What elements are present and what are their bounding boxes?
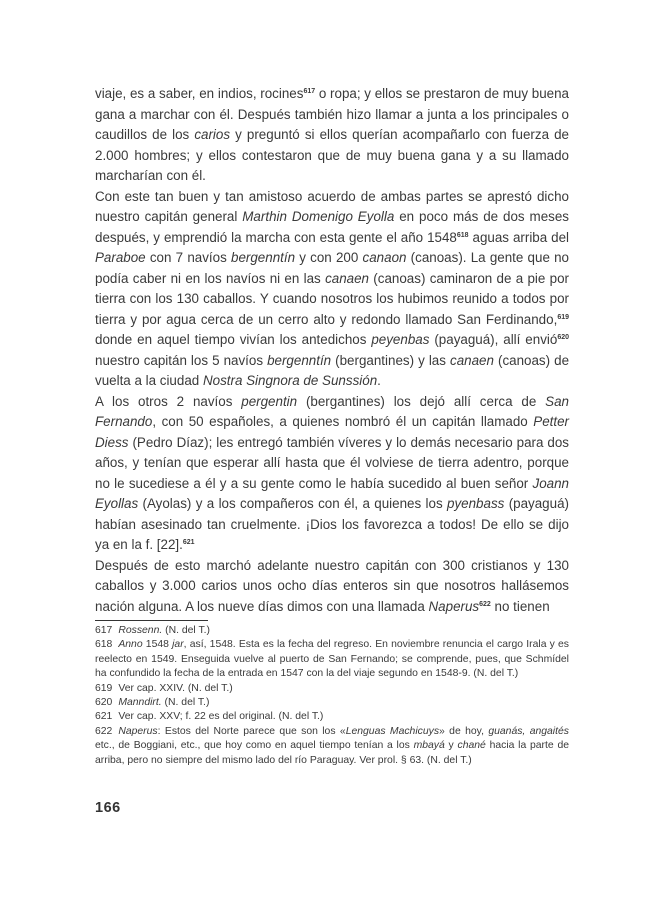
text-run: Después de esto marchó adelante nuestro capitán con 300 cristianos y 130 caballos y 3.000 carios unos ocho días enteros sin que nosotros hallásemos nación alguna. A los nueve días dimos con una llamada (95, 557, 569, 614)
footnote-ref-621[interactable]: 621 (182, 539, 195, 546)
footnote-number: 622 (95, 725, 113, 737)
text-run: (Pedro Díaz); les entregó también víveres y lo demás necesario para dos años, y tenían que esperar allí hasta que él volviese de tierra adentro, porque no le sucediese a él y a su gente como le había sucedido al buen señor (95, 434, 569, 491)
page-number: 166 (95, 800, 121, 816)
text-run: y con 200 (295, 250, 363, 265)
text-run: (N. del T.) (162, 625, 210, 636)
italic-term: chané (457, 740, 486, 752)
text-run: o ropa; y ellos se prestaron de muy buena gana a marchar con él. Después también hizo llamar a junta a los principales o caudillos de los (95, 86, 570, 142)
italic-term: carios (194, 127, 231, 142)
italic-term: bergenntín (267, 352, 332, 368)
text-run: Con este tan buen y tan amistoso acuerdo de ambas partes se aprestó dicho nuestro capitán general (95, 188, 569, 224)
italic-term: canaon (362, 250, 407, 265)
text-run: donde en aquel tiempo vivían los antedichos (95, 332, 372, 347)
footnote-ref-618[interactable]: 618 (456, 231, 469, 239)
footnote-number: 619 (95, 682, 113, 694)
footnote-separator (95, 620, 208, 621)
footnote-number: 618 (95, 639, 113, 651)
italic-term: Naperus (428, 598, 480, 614)
footnote-621 (95, 710, 569, 724)
footnote-number: 621 (95, 711, 113, 723)
italic-term: Lenguas Machicuys (345, 725, 440, 737)
italic-term: Paraboe (95, 250, 146, 265)
paragraph-1 (95, 84, 569, 187)
italic-term: Rossenn. (118, 625, 163, 636)
italic-term: canaen (450, 352, 494, 368)
text-run: y (444, 740, 458, 752)
text-run: , con 50 españoles, a quienes nombró él un capitán llamado (152, 414, 534, 429)
italic-term: mbayá (413, 740, 445, 752)
italic-term: canaen (325, 270, 369, 286)
italic-term: peyenbas (371, 332, 430, 347)
text-run: (Ayolas) y a los compañeros con él, a quienes los (138, 496, 448, 511)
footnote-619 (95, 682, 569, 696)
paragraph-2 (95, 187, 569, 392)
text-run: (payaguá) habían asesinado tan cruelmente. ¡Dios los favorezca a todos! De ello se dijo ya en la f. [22]. (95, 496, 569, 552)
italic-term: Marthin Domenigo Eyolla (242, 209, 395, 224)
italic-term: bergenntín (231, 250, 296, 265)
text-run: (bergantines) los dejó allí cerca de (297, 393, 546, 409)
text-run: (N. del T.) (161, 697, 210, 709)
text-run: Ver cap. XXV; f. 22 es del original. (N. del T.) (118, 711, 324, 723)
footnote-618 (95, 638, 569, 681)
italic-term: Manndirt. (118, 697, 162, 709)
footnote-ref-617[interactable]: 617 (303, 88, 316, 95)
footnote-622 (95, 725, 569, 768)
footnote-ref-620[interactable]: 620 (557, 334, 569, 341)
italic-term: Petter Diess (95, 414, 569, 450)
footnote-ref-622[interactable]: 622 (479, 600, 491, 608)
text-run: no tienen (490, 598, 550, 614)
text-run: hacia la parte de arriba, pero no siempre del mismo lado del río Paraguay. Ver prol. § 63. (N. del T.) (95, 740, 569, 766)
italic-term: pergentin (241, 393, 298, 409)
paragraph-3 (95, 392, 569, 556)
text-run: : Estos del Norte parece que son los « (157, 725, 346, 737)
footnote-number: 620 (95, 697, 113, 709)
italic-term: Naperus (118, 725, 158, 737)
footnotes (95, 624, 569, 768)
paragraph-4 (95, 556, 569, 618)
text-run: (bergantines) y las (331, 352, 450, 368)
text-run: Ver cap. XXIV. (N. del T.) (118, 682, 233, 694)
footnote-number: 617 (95, 625, 113, 636)
main-text (95, 84, 569, 617)
text-run: 1548 (142, 639, 173, 651)
italic-term: San Fernando (95, 393, 569, 429)
text-run: viaje, es a saber, en indios, rocines (95, 86, 304, 101)
footnote-ref-619[interactable]: 619 (557, 313, 569, 321)
italic-term: pyenbass (447, 496, 505, 511)
footnote-620 (95, 696, 569, 710)
text-run: A los otros 2 navíos (95, 393, 242, 409)
text-run: , así, 1548. Esta es la fecha del regreso. En noviembre renuncia el cargo Irala y es reelecto en 1549. Enseguida vuelve al puerto de San Fernando; se comprende, pues, que Schmídel ha confundido la fecha de la entrada en 1547 con la del viaje segundo en 1548-9. (N. del T.) (95, 639, 570, 680)
italic-term: Anno (118, 639, 143, 651)
text-run: » de hoy, (439, 725, 489, 737)
text-run: (canoas) caminaron de a pie por tierra con los 130 caballos. Y cuando nosotros los hubimos reunido a todos por tierra y por agua cerca de un cerro alto y redondo llamado San Ferdinando, (95, 270, 569, 327)
text-run: con 7 navíos (145, 250, 231, 265)
text-run: (canoas) de vuelta a la ciudad (95, 352, 570, 388)
text-run: nuestro capitán los 5 navíos (95, 352, 268, 368)
text-run: y preguntó si ellos querían acompañarlo con fuerza de 2.000 hombres; y ellos contestaron que de muy buena gana y a su llamado marcharían con él. (95, 127, 569, 183)
italic-term: Nostra Singnora de Sunssión (202, 373, 378, 388)
text-run: (canoas). La gente que no podía caber ni en los navíos ni en las (95, 250, 570, 286)
italic-term: jar (172, 639, 184, 651)
italic-term: guanás, angaités (488, 725, 569, 737)
text-run: aguas arriba del (468, 229, 570, 245)
text-run: etc., de Boggiani, etc., que hoy como en aquel tiempo tenían a los (95, 740, 414, 752)
footnote-617 (95, 624, 569, 638)
text-run: en poco más de dos meses después, y emprendió la marcha con esta gente el año 1548 (95, 209, 569, 245)
text-run: . (377, 373, 381, 388)
text-run: (payaguá), allí envió (429, 332, 558, 347)
italic-term: Joann Eyollas (95, 475, 569, 511)
